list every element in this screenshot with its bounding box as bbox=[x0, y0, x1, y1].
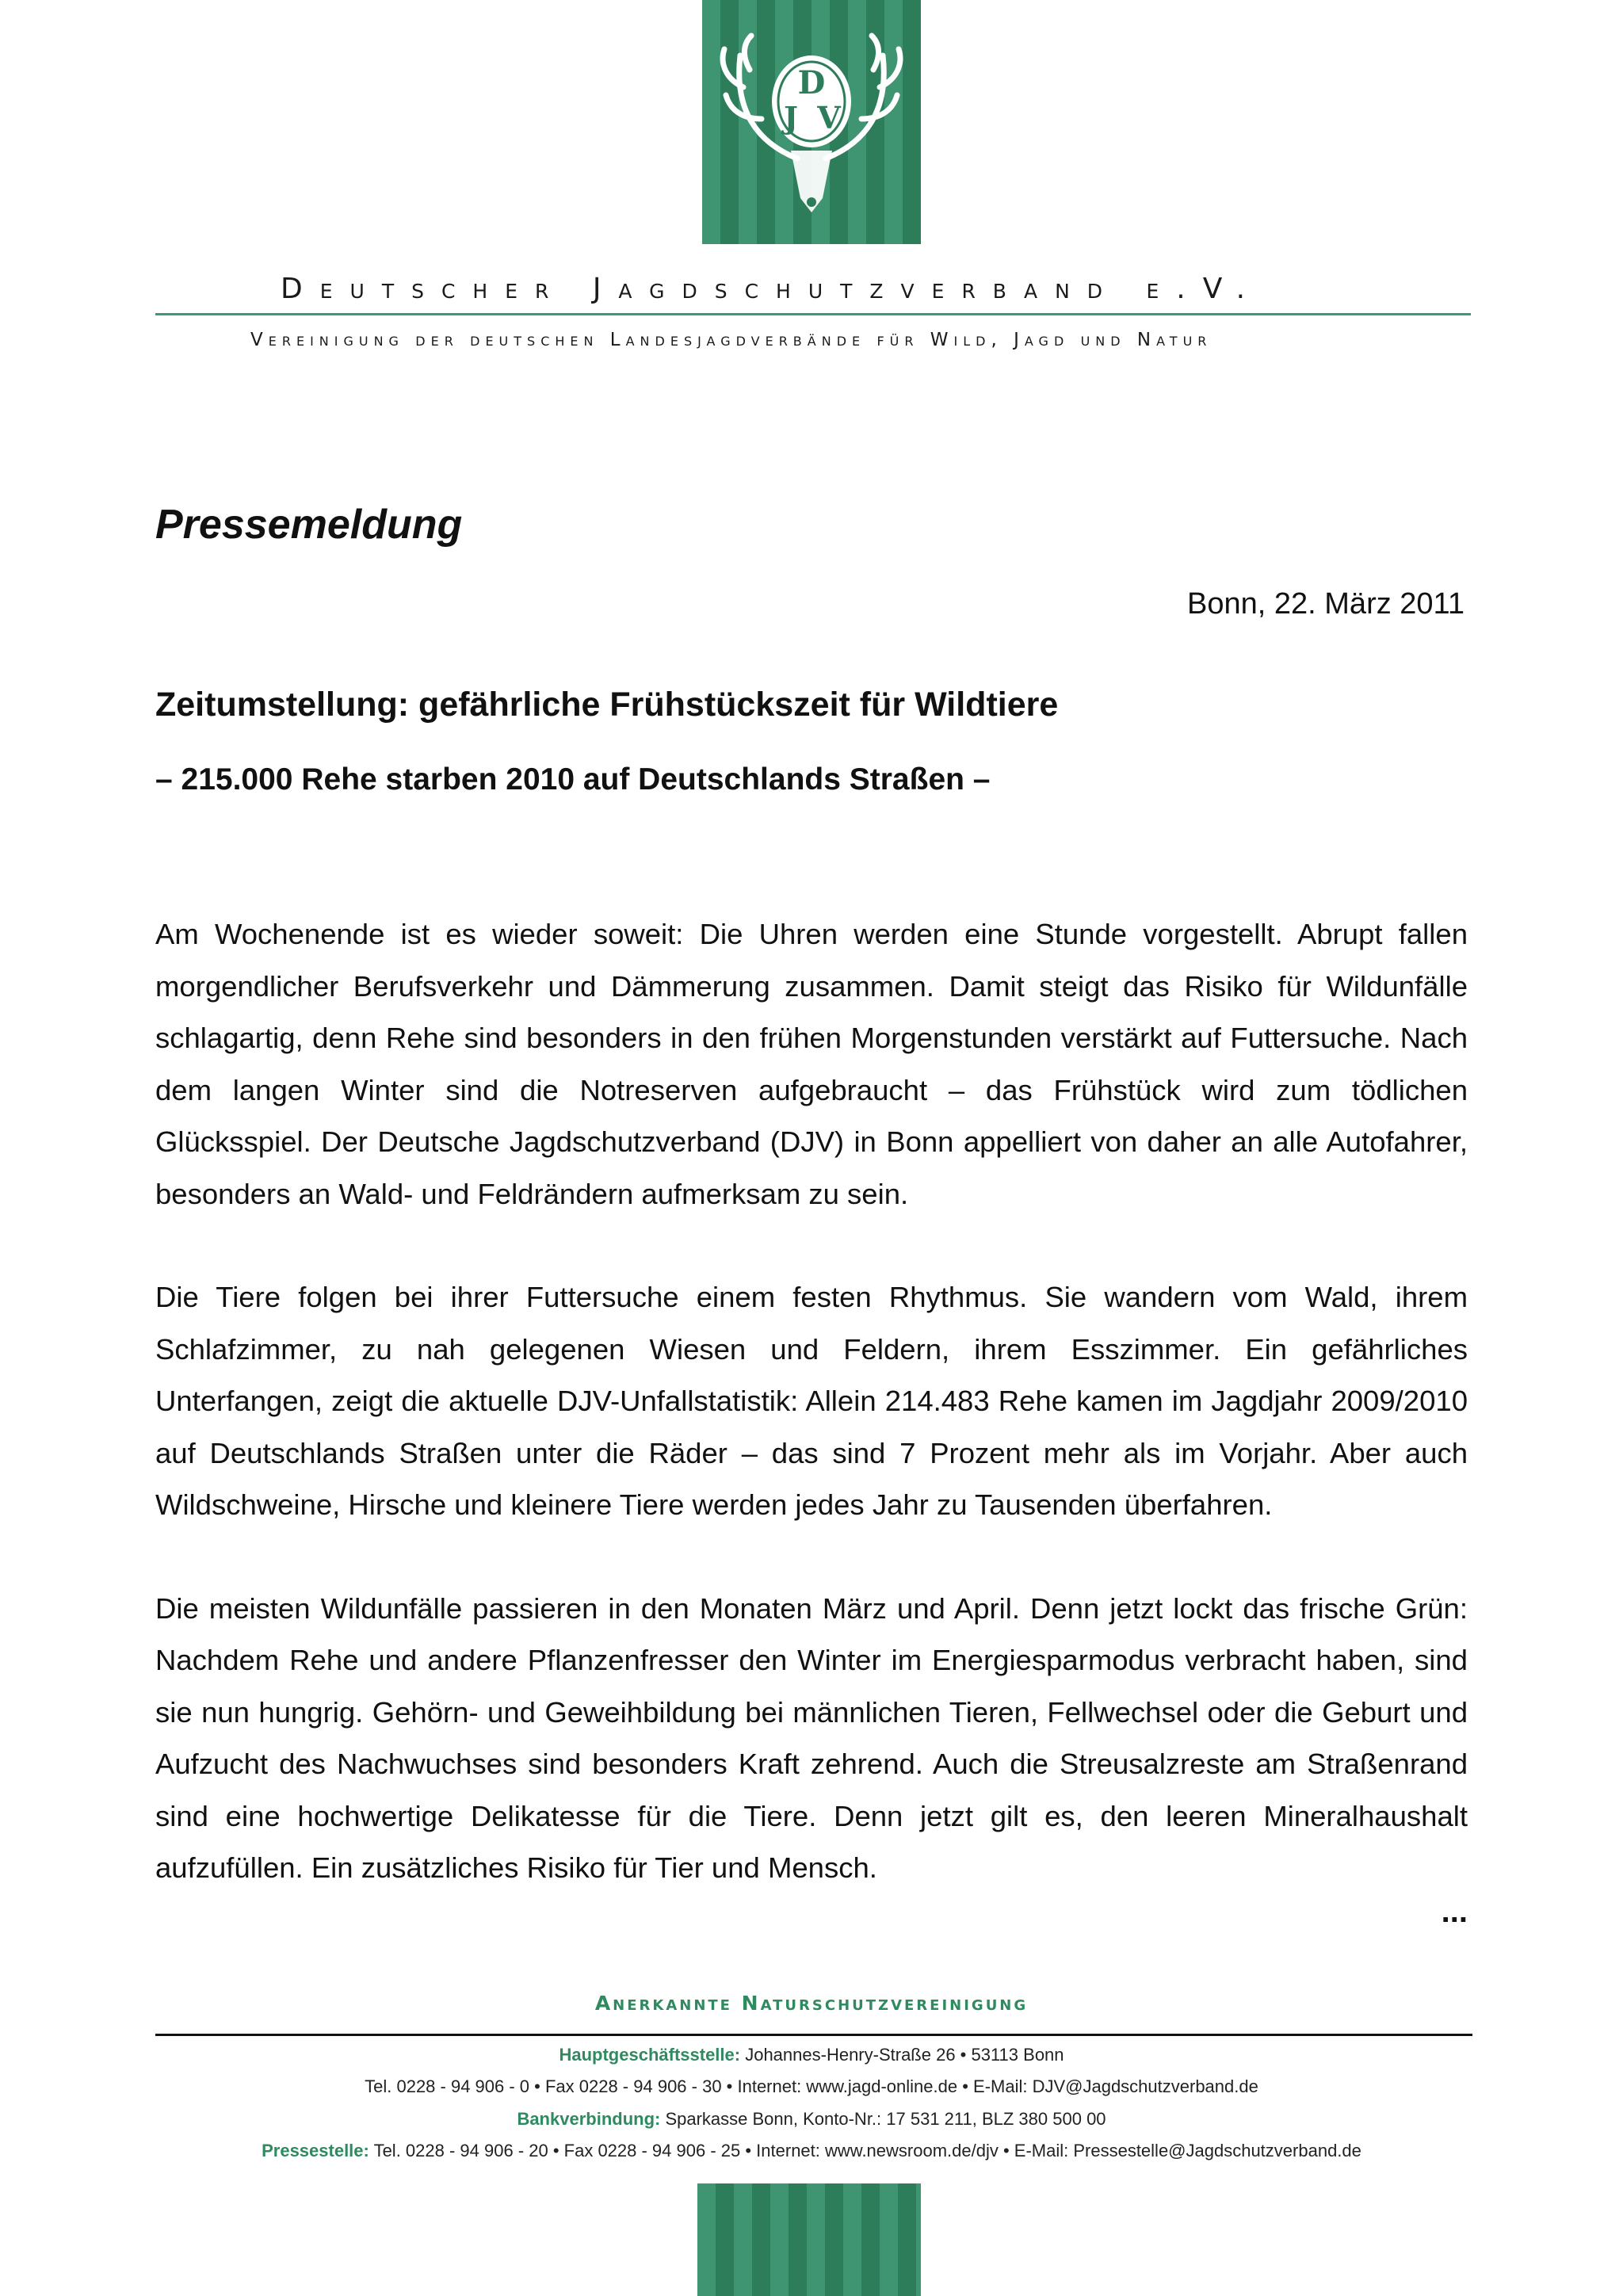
footer-divider bbox=[155, 2034, 1472, 2036]
svg-text:J: J bbox=[784, 100, 798, 136]
footer-press-office bbox=[0, 2141, 1623, 2161]
footer-contact bbox=[0, 2076, 1623, 2097]
stag-antler-emblem-icon bbox=[702, 0, 921, 244]
footer-bank bbox=[0, 2109, 1623, 2130]
footer-head-office bbox=[0, 2045, 1623, 2065]
footer-stripe-block bbox=[697, 2183, 921, 2296]
footer-text: Tel. 0228 - 94 906 - 20 • Fax 0228 - 94 906 - 25 • Internet: www.newsroom.de/djv • E-Mail: Pressestelle@Jagdschutzverband.de bbox=[369, 2141, 1361, 2160]
body-text bbox=[155, 908, 1468, 1946]
document-date: Bonn, 22. März 2011 bbox=[1187, 587, 1465, 621]
continuation-mark: ... bbox=[1441, 1894, 1468, 1929]
document-type: Pressemeldung bbox=[155, 502, 463, 548]
djv-logo bbox=[702, 0, 921, 244]
paragraph: Die Tiere folgen bei ihrer Futtersuche einem festen Rhythmus. Sie wandern vom Wald, ihrem Schlafzimmer, zu nah gelegenen Wiesen und Feldern, ihrem Esszimmer. Ein gefährliches Unterfangen, zeigt die aktuelle DJV-Unfallstatistik: Allein 214.483 Rehe kamen im Jagdjahr 2009/2010 auf Deutschlands Straßen unter die Räder – das sind 7 Prozent mehr als im Vorjahr. Aber auch Wildschweine, Hirsche und kleinere Tiere werden jedes Jahr zu Tausenden überfahren. bbox=[155, 1281, 1468, 1521]
footer-label: Pressestelle: bbox=[262, 2141, 369, 2160]
organization-subtitle: Vereinigung der deutschen Landesjagdverbände für Wild, Jagd und Natur bbox=[250, 330, 1212, 350]
footer-text: Sparkasse Bonn, Konto-Nr.: 17 531 211, BLZ 380 500 00 bbox=[660, 2109, 1106, 2129]
organization-name: Deutscher Jagdschutzverband e.V. bbox=[281, 273, 1263, 305]
headline: Zeitumstellung: gefährliche Frühstückszeit für Wildtiere bbox=[155, 686, 1059, 724]
footer-label: Bankverbindung: bbox=[517, 2109, 661, 2129]
footer-text: Tel. 0228 - 94 906 - 0 • Fax 0228 - 94 906 - 30 • Internet: www.jagd-online.de • E-Mail: DJV@Jagdschutzverband.de bbox=[365, 2076, 1258, 2096]
footer-label: Hauptgeschäftsstelle: bbox=[559, 2045, 741, 2065]
footer-text: Johannes-Henry-Straße 26 • 53113 Bonn bbox=[740, 2045, 1064, 2065]
paragraph: Die meisten Wildunfälle passieren in den Monaten März und April. Denn jetzt lockt das frische Grün: Nachdem Rehe und andere Pflanzenfresser den Winter im Energiesparmodus verbracht haben, sind sie nun hungrig. Gehörn- und Geweihbildung bei männlichen Tieren, Fellwechsel oder die Geburt und Aufzucht des Nachwuchses sind besonders Kraft zehrend. Auch die Streusalzreste am Straßenrand sind eine hochwertige Delikatesse für die Tiere. Denn jetzt gilt es, den leeren Mineralhaushalt aufzufüllen. Ein zusätzliches Risiko für Tier und Mensch. bbox=[155, 1591, 1468, 1884]
header-divider bbox=[155, 313, 1471, 315]
svg-text:D: D bbox=[797, 64, 826, 101]
paragraph: Am Wochenende ist es wieder soweit: Die Uhren werden eine Stunde vorgestellt. Abrupt fallen morgendlicher Berufsverkehr und Dämmerung zusammen. Damit steigt das Risiko für Wildunfälle schlagartig, denn Rehe sind besonders in den frühen Morgenstunden verstärkt auf Futtersuche. Nach dem langen Winter sind die Notreserven aufgebraucht – das Frühstück wird zum tödlichen Glücksspiel. Der Deutsche Jagdschutzverband (DJV) in Bonn appelliert von daher an alle Autofahrer, besonders an Wald- und Feldrändern aufmerksam zu sein. bbox=[155, 918, 1468, 1210]
subheadline: – 215.000 Rehe starben 2010 auf Deutschlands Straßen – bbox=[155, 762, 991, 797]
svg-text:V: V bbox=[817, 100, 841, 136]
footer-slogan: Anerkannte Naturschutzvereinigung bbox=[594, 1992, 1029, 2015]
